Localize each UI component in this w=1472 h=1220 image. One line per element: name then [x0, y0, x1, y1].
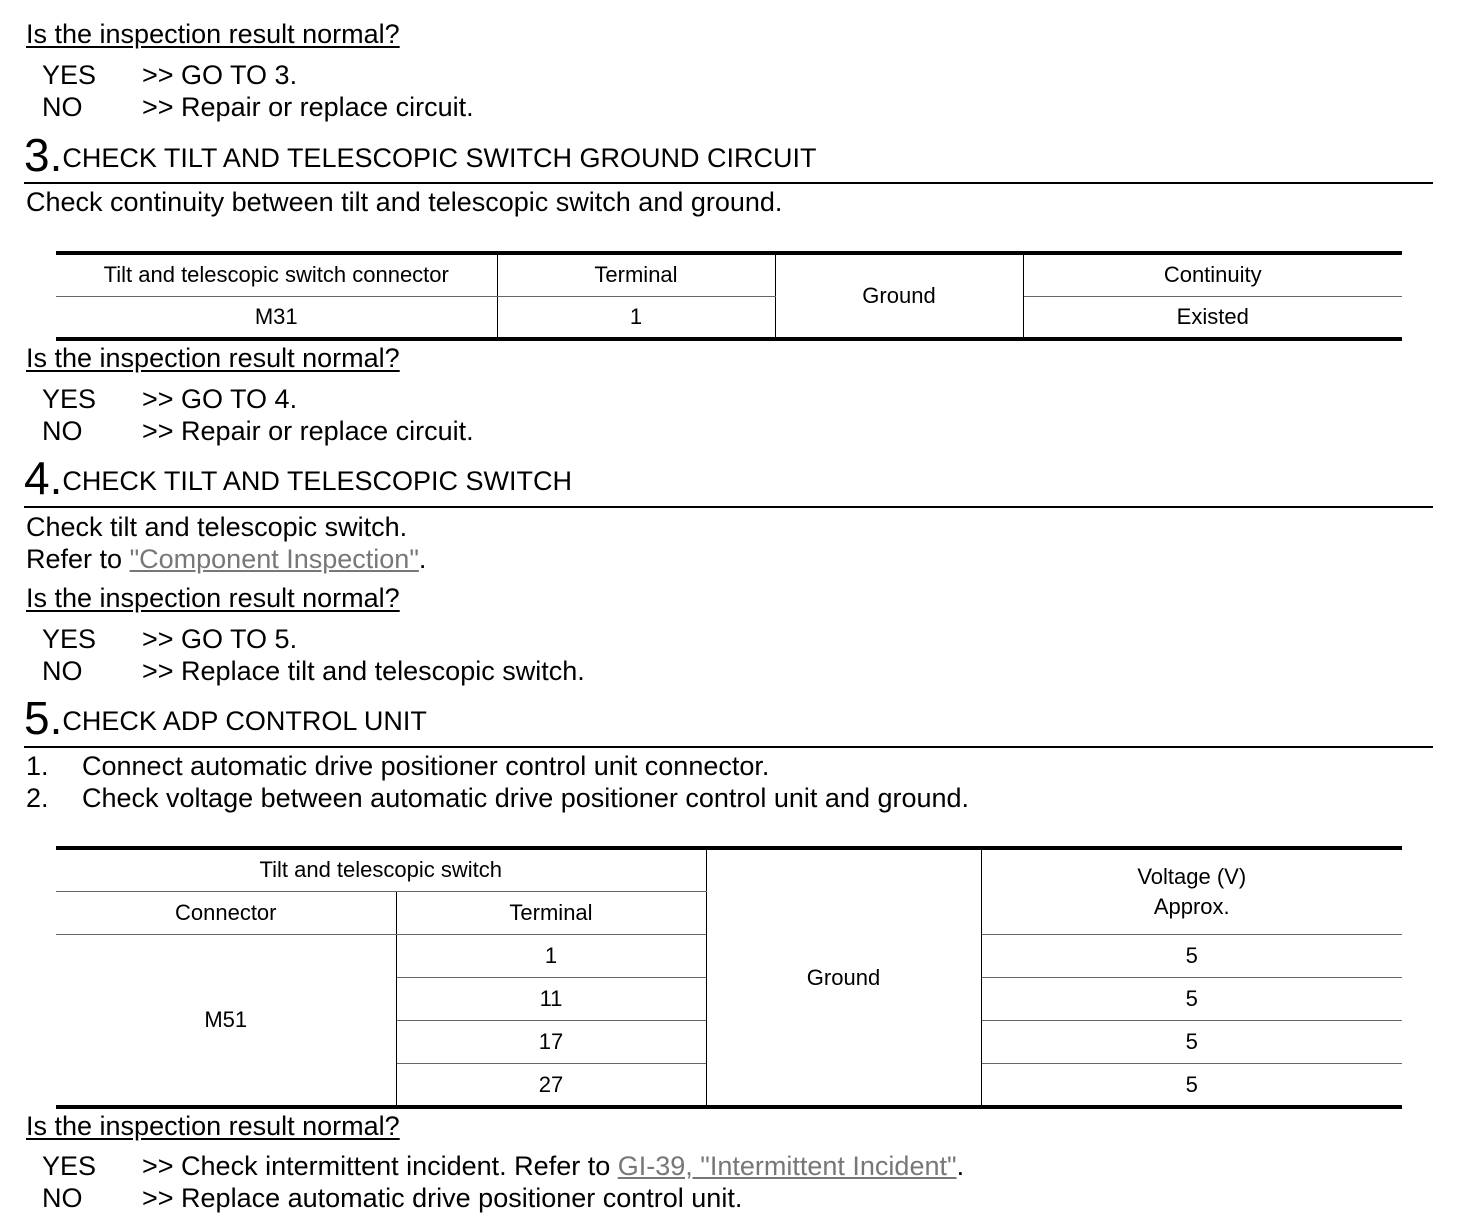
no-text: >> Repair or replace circuit. [142, 416, 474, 446]
yes-label: YES [42, 1151, 97, 1181]
header-connector: Tilt and telescopic switch connector [56, 253, 497, 296]
list-item [26, 783, 969, 814]
no-text: >> Replace automatic drive positioner control unit. [142, 1183, 743, 1213]
question-3: Is the inspection result normal? [26, 583, 400, 613]
answer-no-2 [42, 416, 474, 447]
step-3-heading [24, 128, 816, 182]
continuity-table [56, 251, 1402, 341]
step-4-reference [26, 544, 426, 575]
yes-text: >> Check intermittent incident. Refer to [142, 1151, 611, 1181]
step-number: 5. [24, 692, 63, 744]
answer-no-1 [42, 92, 474, 123]
answer-yes-2 [42, 384, 297, 415]
answer-no-4 [42, 1183, 742, 1214]
step-title: CHECK TILT AND TELESCOPIC SWITCH GROUND CIRCUIT [62, 143, 817, 173]
header-voltage [981, 848, 1402, 934]
approx-label: Approx. [1153, 893, 1230, 919]
header-switch: Tilt and telescopic switch [56, 848, 706, 891]
voltage-table [56, 846, 1402, 1109]
question-1: Is the inspection result normal? [26, 19, 400, 49]
voltage-value: 5 [981, 1021, 1402, 1064]
question-4: Is the inspection result normal? [26, 1111, 400, 1141]
answer-yes-1 [42, 60, 297, 91]
component-inspection-link[interactable]: "Component Inspection" [129, 544, 419, 574]
yes-label: YES [42, 624, 97, 654]
list-number: 2. [26, 783, 49, 813]
step-number: 4. [24, 452, 63, 504]
ground-cell: Ground [706, 848, 981, 1107]
answer-yes-3 [42, 624, 297, 655]
yes-text: >> GO TO 4. [142, 384, 298, 414]
step-3-instruction: Check continuity between tilt and telescopic switch and ground. [26, 187, 783, 217]
header-terminal: Terminal [497, 253, 775, 296]
ground-cell: Ground [775, 253, 1023, 339]
step-4-heading [24, 451, 572, 505]
no-text: >> Replace tilt and telescopic switch. [142, 656, 585, 686]
list-item [26, 751, 769, 782]
voltage-value: 5 [981, 977, 1402, 1020]
divider [24, 182, 1433, 184]
question-2: Is the inspection result normal? [26, 343, 400, 373]
intermittent-incident-link[interactable]: GI-39, "Intermittent Incident" [617, 1151, 957, 1181]
header-connector: Connector [56, 891, 396, 934]
period: . [956, 1151, 965, 1181]
terminal-value: 17 [396, 1021, 706, 1064]
divider [24, 746, 1433, 748]
answer-no-3 [42, 656, 585, 687]
refer-text: Refer to [26, 544, 123, 574]
answer-yes-4 [42, 1151, 964, 1182]
yes-label: YES [42, 60, 97, 90]
voltage-value: 5 [981, 934, 1402, 977]
header-continuity: Continuity [1023, 253, 1402, 296]
voltage-label: Voltage (V) [1137, 863, 1247, 889]
period: . [418, 544, 427, 574]
connector-value: M31 [56, 296, 497, 339]
list-text: Connect automatic drive positioner control unit connector. [82, 751, 770, 781]
no-label: NO [42, 92, 83, 122]
divider [24, 506, 1433, 508]
yes-text: >> GO TO 5. [142, 624, 298, 654]
terminal-value: 1 [396, 934, 706, 977]
terminal-value: 1 [497, 296, 775, 339]
no-label: NO [42, 1183, 83, 1213]
no-label: NO [42, 656, 83, 686]
yes-label: YES [42, 384, 97, 414]
yes-text: >> GO TO 3. [142, 60, 298, 90]
step-4-instruction: Check tilt and telescopic switch. [26, 512, 408, 542]
no-label: NO [42, 416, 83, 446]
list-number: 1. [26, 751, 49, 781]
step-5-heading [24, 691, 427, 745]
terminal-value: 11 [396, 977, 706, 1020]
continuity-value: Existed [1023, 296, 1402, 339]
list-text: Check voltage between automatic drive positioner control unit and ground. [82, 783, 970, 813]
no-text: >> Repair or replace circuit. [142, 92, 474, 122]
voltage-value: 5 [981, 1064, 1402, 1107]
step-title: CHECK TILT AND TELESCOPIC SWITCH [62, 466, 572, 496]
step-number: 3. [24, 129, 63, 181]
terminal-value: 27 [396, 1064, 706, 1107]
step-title: CHECK ADP CONTROL UNIT [62, 706, 427, 736]
header-terminal: Terminal [396, 891, 706, 934]
connector-value: M51 [56, 934, 396, 1107]
